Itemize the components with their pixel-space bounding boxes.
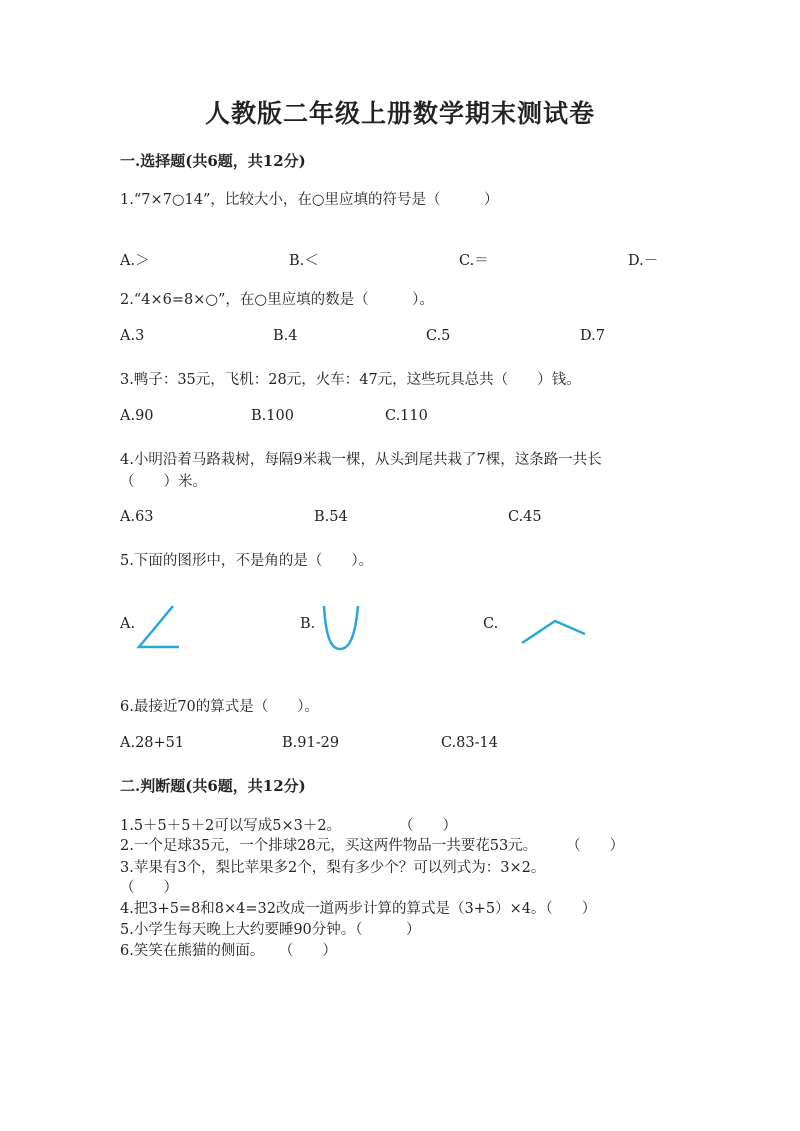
question-3: 3.鸭子：35元，飞机：28元，火车：47元，这些玩具总共（ ）钱。 bbox=[120, 372, 581, 388]
judge-item-6: 6.笑笑在熊猫的侧面。 （ ） bbox=[120, 943, 337, 959]
q3-option-c: C.110 bbox=[385, 408, 428, 424]
q5-option-c: C. bbox=[483, 616, 499, 632]
q6-option-c: C.83-14 bbox=[441, 735, 498, 751]
angle-shape-a bbox=[134, 602, 184, 654]
judge-item-3-blank: （ ） bbox=[120, 880, 178, 896]
judge-item-4: 4.把3+5=8和8×4=32改成一道两步计算的算式是（3+5）×4。（ ） bbox=[120, 901, 597, 917]
curve-shape-b bbox=[318, 604, 364, 654]
q1-option-a: A.＞ bbox=[120, 253, 150, 269]
judge-item-5: 5.小学生每天晚上大约要睡90分钟。（ ） bbox=[120, 922, 421, 938]
judge-item-2: 2.一个足球35元，一个排球28元，买这两件物品一共要花53元。 （ ） bbox=[120, 838, 625, 854]
question-5: 5.下面的图形中，不是角的是（ ）。 bbox=[120, 553, 374, 569]
section-2-heading: 二.判断题(共6题，共12分) bbox=[120, 777, 306, 795]
q2-option-d: D.7 bbox=[580, 328, 605, 344]
page-title: 人教版二年级上册数学期末测试卷 bbox=[204, 99, 595, 128]
q1-option-d: D.－ bbox=[628, 253, 659, 269]
judge-item-1: 1.5＋5＋5＋2可以写成5×3＋2。 （ ） bbox=[120, 818, 458, 834]
q2-option-c: C.5 bbox=[426, 328, 451, 344]
section-1-heading: 一.选择题(共6题，共12分) bbox=[120, 152, 306, 170]
q4-option-b: B.54 bbox=[314, 509, 348, 525]
q5-option-b: B. bbox=[300, 616, 316, 632]
angle-shape-c bbox=[519, 614, 589, 648]
question-1: 1.“7×7○14”，比较大小，在○里应填的符号是（ ） bbox=[120, 192, 499, 208]
q4-option-c: C.45 bbox=[508, 509, 542, 525]
question-4-line-1: 4.小明沿着马路栽树，每隔9米栽一棵，从头到尾共栽了7棵，这条路一共长 bbox=[120, 452, 602, 468]
q1-option-c: C.＝ bbox=[459, 253, 489, 269]
q4-option-a: A.63 bbox=[120, 509, 154, 525]
q1-option-b: B.＜ bbox=[289, 253, 319, 269]
question-2: 2.“4×6=8×○”，在○里应填的数是（ ）。 bbox=[120, 292, 434, 308]
question-6: 6.最接近70的算式是（ ）。 bbox=[120, 699, 320, 715]
q5-option-a: A. bbox=[120, 616, 136, 632]
q2-option-a: A.3 bbox=[120, 328, 145, 344]
q3-option-b: B.100 bbox=[251, 408, 294, 424]
q2-option-b: B.4 bbox=[273, 328, 298, 344]
question-4-line-2: （ ）米。 bbox=[120, 474, 207, 490]
judge-item-3: 3.苹果有3个，梨比苹果多2个，梨有多少个？可以列式为：3×2。 bbox=[120, 860, 546, 876]
q3-option-a: A.90 bbox=[120, 408, 154, 424]
q6-option-a: A.28+51 bbox=[120, 735, 185, 751]
q6-option-b: B.91-29 bbox=[282, 735, 340, 751]
